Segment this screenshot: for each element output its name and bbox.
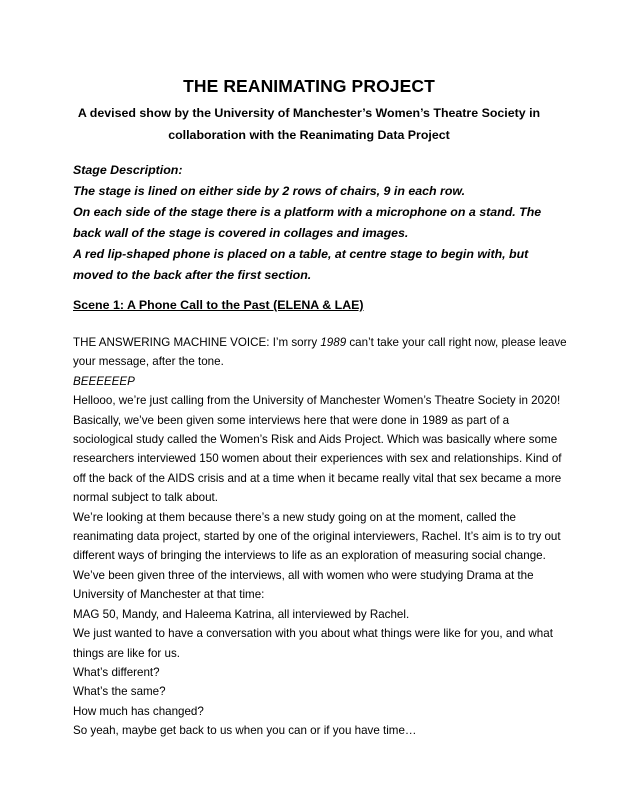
- document-title: THE REANIMATING PROJECT: [183, 76, 435, 96]
- scene-heading: Scene 1: A Phone Call to the Past (ELENA & LAE): [73, 298, 364, 312]
- stage-description-line: moved to the back after the first section.: [73, 268, 312, 282]
- body-line: We’re looking at them because there’s a new study going on at the moment, called the: [73, 510, 516, 524]
- answering-machine-prefix: THE ANSWERING MACHINE VOICE: I’m sorry: [73, 336, 321, 349]
- body-line: sociological study called the Women’s Risk and Aids Project. Which was basically where some: [73, 433, 558, 447]
- body-line: things are like for us.: [73, 646, 180, 660]
- stage-description-line: The stage is lined on either side by 2 rows of chairs, 9 in each row.: [73, 184, 466, 198]
- body-line: So yeah, maybe get back to us when you can or if you have time…: [73, 724, 417, 738]
- stage-description-heading: Stage Description:: [73, 163, 183, 177]
- stage-description-line: A red lip-shaped phone is placed on a table, at centre stage to begin with, but: [73, 247, 529, 261]
- subtitle-line: collaboration with the Reanimating Data Project: [168, 128, 450, 142]
- answering-machine-year: 1989: [320, 336, 347, 349]
- body-line: What’s the same?: [73, 685, 166, 699]
- stage-description: [73, 160, 553, 286]
- body-line: Hellooo, we’re just calling from the University of Manchester Women’s Theatre Society in 2020!: [73, 394, 561, 408]
- body-line: researchers interviewed 150 women about their experiences with sex and relationships. Kind of: [73, 452, 562, 466]
- body-line: reanimating data project, started by one of the original interviewers, Rachel. It’s aim is to try out: [73, 530, 561, 544]
- stage-description-line: On each side of the stage there is a platform with a microphone on a stand. The: [73, 205, 542, 219]
- beep-line: BEEEEEEP: [73, 374, 135, 388]
- scene-body: [73, 333, 567, 741]
- body-line: We’ve been given three of the interviews, all with women who were studying Drama at the: [73, 568, 534, 582]
- stage-description-line: back wall of the stage is covered in collages and images.: [73, 226, 409, 240]
- document-subtitle: [65, 102, 553, 146]
- body-line: Basically, we’ve been given some interviews here that were done in 1989 as part of a: [73, 413, 510, 427]
- body-line: MAG 50, Mandy, and Haleema Katrina, all interviewed by Rachel.: [73, 607, 410, 621]
- body-line: different ways of bringing the interviews to life as an exploration of measuring social change.: [73, 549, 546, 563]
- answering-machine-line: [73, 333, 567, 352]
- answering-machine-suffix: can’t take your call right now, please leave: [346, 336, 567, 349]
- body-line: What’s different?: [73, 665, 160, 679]
- body-line: How much has changed?: [73, 704, 204, 718]
- answering-machine-line-2: your message, after the tone.: [73, 355, 224, 369]
- body-line: normal subject to talk about.: [73, 491, 219, 505]
- body-line: off the back of the AIDS crisis and at a time when it became really vital that sex became a more: [73, 471, 562, 485]
- subtitle-line: A devised show by the University of Manchester’s Women’s Theatre Society in: [77, 106, 541, 120]
- body-line: We just wanted to have a conversation with you about what things were like for you, and what: [73, 627, 553, 641]
- body-line: University of Manchester at that time:: [73, 588, 265, 602]
